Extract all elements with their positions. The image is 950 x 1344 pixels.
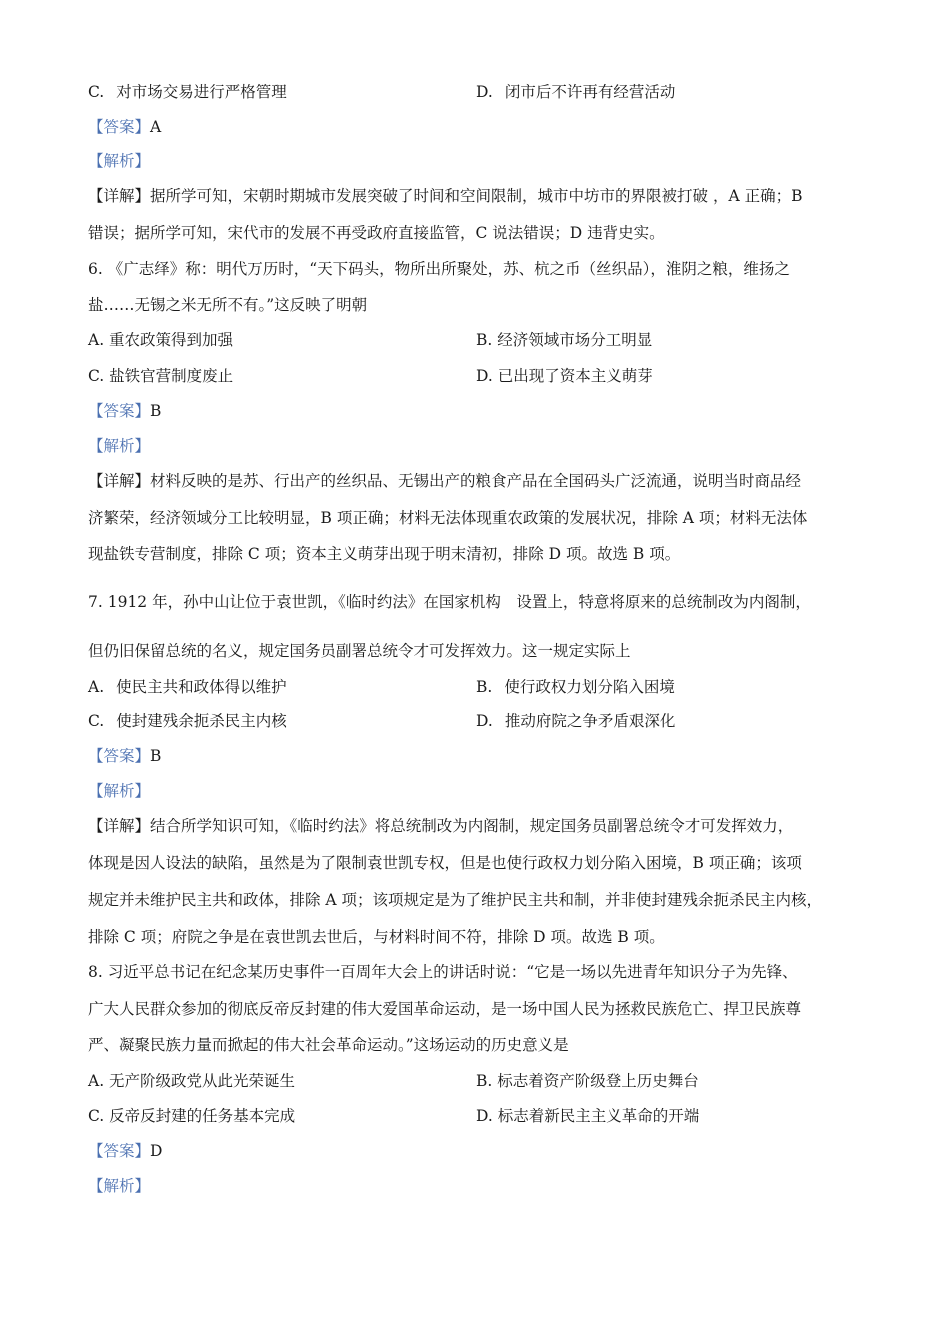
stem-text: 严、凝聚民族力量而掀起的伟大社会革命运动。”这场运动的历史意义是: [88, 1036, 569, 1054]
q6-detail-line: [88, 470, 801, 492]
analysis-label: 【解析】: [88, 1177, 151, 1195]
answer-value: B: [150, 747, 162, 765]
analysis-label: 【解析】: [88, 782, 151, 800]
option-letter: C.: [88, 83, 105, 101]
option-letter: B.: [476, 678, 493, 696]
detail-label: 【详解】: [88, 472, 151, 490]
q7-analysis-heading: [88, 780, 150, 802]
q8-answer: [88, 1140, 162, 1162]
q8-option-c: C. 反帝反封建的任务基本完成: [88, 1107, 296, 1125]
q7-detail-line: [88, 926, 665, 948]
detail-text: 结合所学知识可知，《临时约法》将总统制改为内阁制，规定国务员副署总统令才可发挥效力，: [150, 817, 794, 835]
q7-detail-line: [88, 889, 822, 911]
detail-text: 错误；据所学可知，宋代市的发展不再受政府直接监管，C 说法错误；D 违背史实。: [88, 224, 665, 242]
q6-detail-line: [88, 543, 680, 565]
option-text: 使封建残余扼杀民主内核: [116, 712, 287, 730]
q8-option-b: B. 标志着资产阶级登上历史舞台: [476, 1072, 699, 1090]
q7-stem-line: [88, 640, 631, 662]
q8-stem-line: [88, 998, 801, 1020]
option-text: 推动府院之争矛盾艰深化: [504, 712, 676, 730]
option-text: 对市场交易进行严格管理: [116, 83, 287, 101]
answer-label: 【答案】: [88, 118, 151, 136]
detail-text: 现盐铁专营制度，排除 C 项；资本主义萌芽出现于明末清初，排除 D 项。故选 B 项。: [88, 545, 681, 563]
stem-text: 8. 习近平总书记在纪念某历史事件一百周年大会上的讲话时说：“它是一场以先进青年知识分子为先锋、: [88, 963, 798, 981]
q8-option-a: A. 无产阶级政党从此光荣诞生: [88, 1072, 296, 1090]
q6-option-a: A. 重农政策得到加强: [88, 331, 234, 349]
option-text: 闭市后不许再有经营活动: [504, 83, 676, 101]
q7-detail-line: [88, 852, 802, 874]
q8-option-d: D. 标志着新民主主义革命的开端: [476, 1107, 700, 1125]
q5-answer: [88, 116, 161, 138]
option-text: 使行政权力划分陷入困境: [504, 678, 675, 696]
q8-analysis-heading: [88, 1175, 150, 1197]
q7-stem-line: [88, 591, 811, 613]
q6-detail-line: [88, 507, 807, 529]
q7-answer: [88, 745, 161, 767]
option-letter: D.: [476, 83, 493, 101]
q6-analysis-heading: [88, 435, 150, 457]
q5-option-d: [476, 81, 675, 103]
stem-text: 但仍旧保留总统的名义，规定国务员副署总统令才可发挥效力。这一规定实际上: [88, 642, 631, 660]
q6-answer: [88, 400, 161, 422]
q7-option-c: [88, 710, 287, 732]
q6-option-c: C. 盐铁官营制度废止: [88, 367, 234, 385]
answer-label: 【答案】: [88, 747, 151, 765]
detail-label: 【详解】: [88, 817, 151, 835]
q7-detail-line: [88, 815, 793, 837]
q7-option-a: [88, 676, 287, 698]
stem-text: 广大人民群众参加的彻底反帝反封建的伟大爱国革命运动，是一场中国人民为拯救民族危亡、捍卫民族尊: [88, 1000, 802, 1018]
detail-text: 排除 C 项；府院之争是在袁世凯去世后，与材料时间不符，排除 D 项。故选 B 项。: [88, 928, 665, 946]
q7-option-b: [476, 676, 675, 698]
option-text: 使民主共和政体得以维护: [116, 678, 287, 696]
answer-value: A: [150, 118, 162, 136]
q7-option-d: [476, 710, 675, 732]
detail-text: 体现是因人设法的缺陷，虽然是为了限制袁世凯专权，但是也使行政权力划分陷入困境，B 项正确；该项: [88, 854, 802, 872]
q6-option-b: B. 经济领域市场分工明显: [476, 331, 653, 349]
answer-label: 【答案】: [88, 402, 151, 420]
detail-text: 据所学可知，宋朝时期城市发展突破了时间和空间限制，城市中坊市的界限被打破 ，A 正确；B: [150, 187, 803, 205]
stem-text: 6. 《广志绎》称：明代万历时，“天下码头，物所出所聚处，苏、杭之币（丝织品），淮阴之粮，维扬之: [88, 260, 790, 278]
option-letter: D.: [476, 712, 493, 730]
option-letter: A.: [88, 678, 105, 696]
stem-text: 7. 1912 年，孙中山让位于袁世凯，《临时约法》在国家机构 设置上，特意将原来的总统制改为内阁制，: [88, 593, 811, 611]
q5-detail-line: [88, 185, 802, 207]
answer-value: B: [150, 402, 162, 420]
detail-text: 材料反映的是苏、行出产的丝织品、无锡出产的粮食产品在全国码头广泛流通，说明当时商品经: [150, 472, 802, 490]
q8-stem-line: [88, 961, 798, 983]
q5-detail-line: [88, 222, 665, 244]
answer-label: 【答案】: [88, 1142, 151, 1160]
q5-analysis-heading: [88, 150, 150, 172]
q6-option-d: D. 已出现了资本主义萌芽: [476, 367, 653, 385]
detail-text: 规定并未维护民主共和政体，排除 A 项；该项规定是为了维护民主共和制，并非使封建残余扼杀民主内核，: [88, 891, 823, 909]
detail-label: 【详解】: [88, 187, 151, 205]
answer-value: D: [150, 1142, 163, 1160]
analysis-label: 【解析】: [88, 437, 151, 455]
q6-stem-line: [88, 258, 790, 280]
analysis-label: 【解析】: [88, 152, 151, 170]
q5-option-c: [88, 81, 287, 103]
option-letter: C.: [88, 712, 105, 730]
stem-text: 盐……无锡之米无所不有。”这反映了明朝: [88, 296, 368, 314]
q8-stem-line: [88, 1034, 569, 1056]
detail-text: 济繁荣，经济领域分工比较明显，B 项正确；材料无法体现重农政策的发展状况，排除 A 项；材料无法体: [88, 509, 808, 527]
q6-stem-line: [88, 294, 367, 316]
